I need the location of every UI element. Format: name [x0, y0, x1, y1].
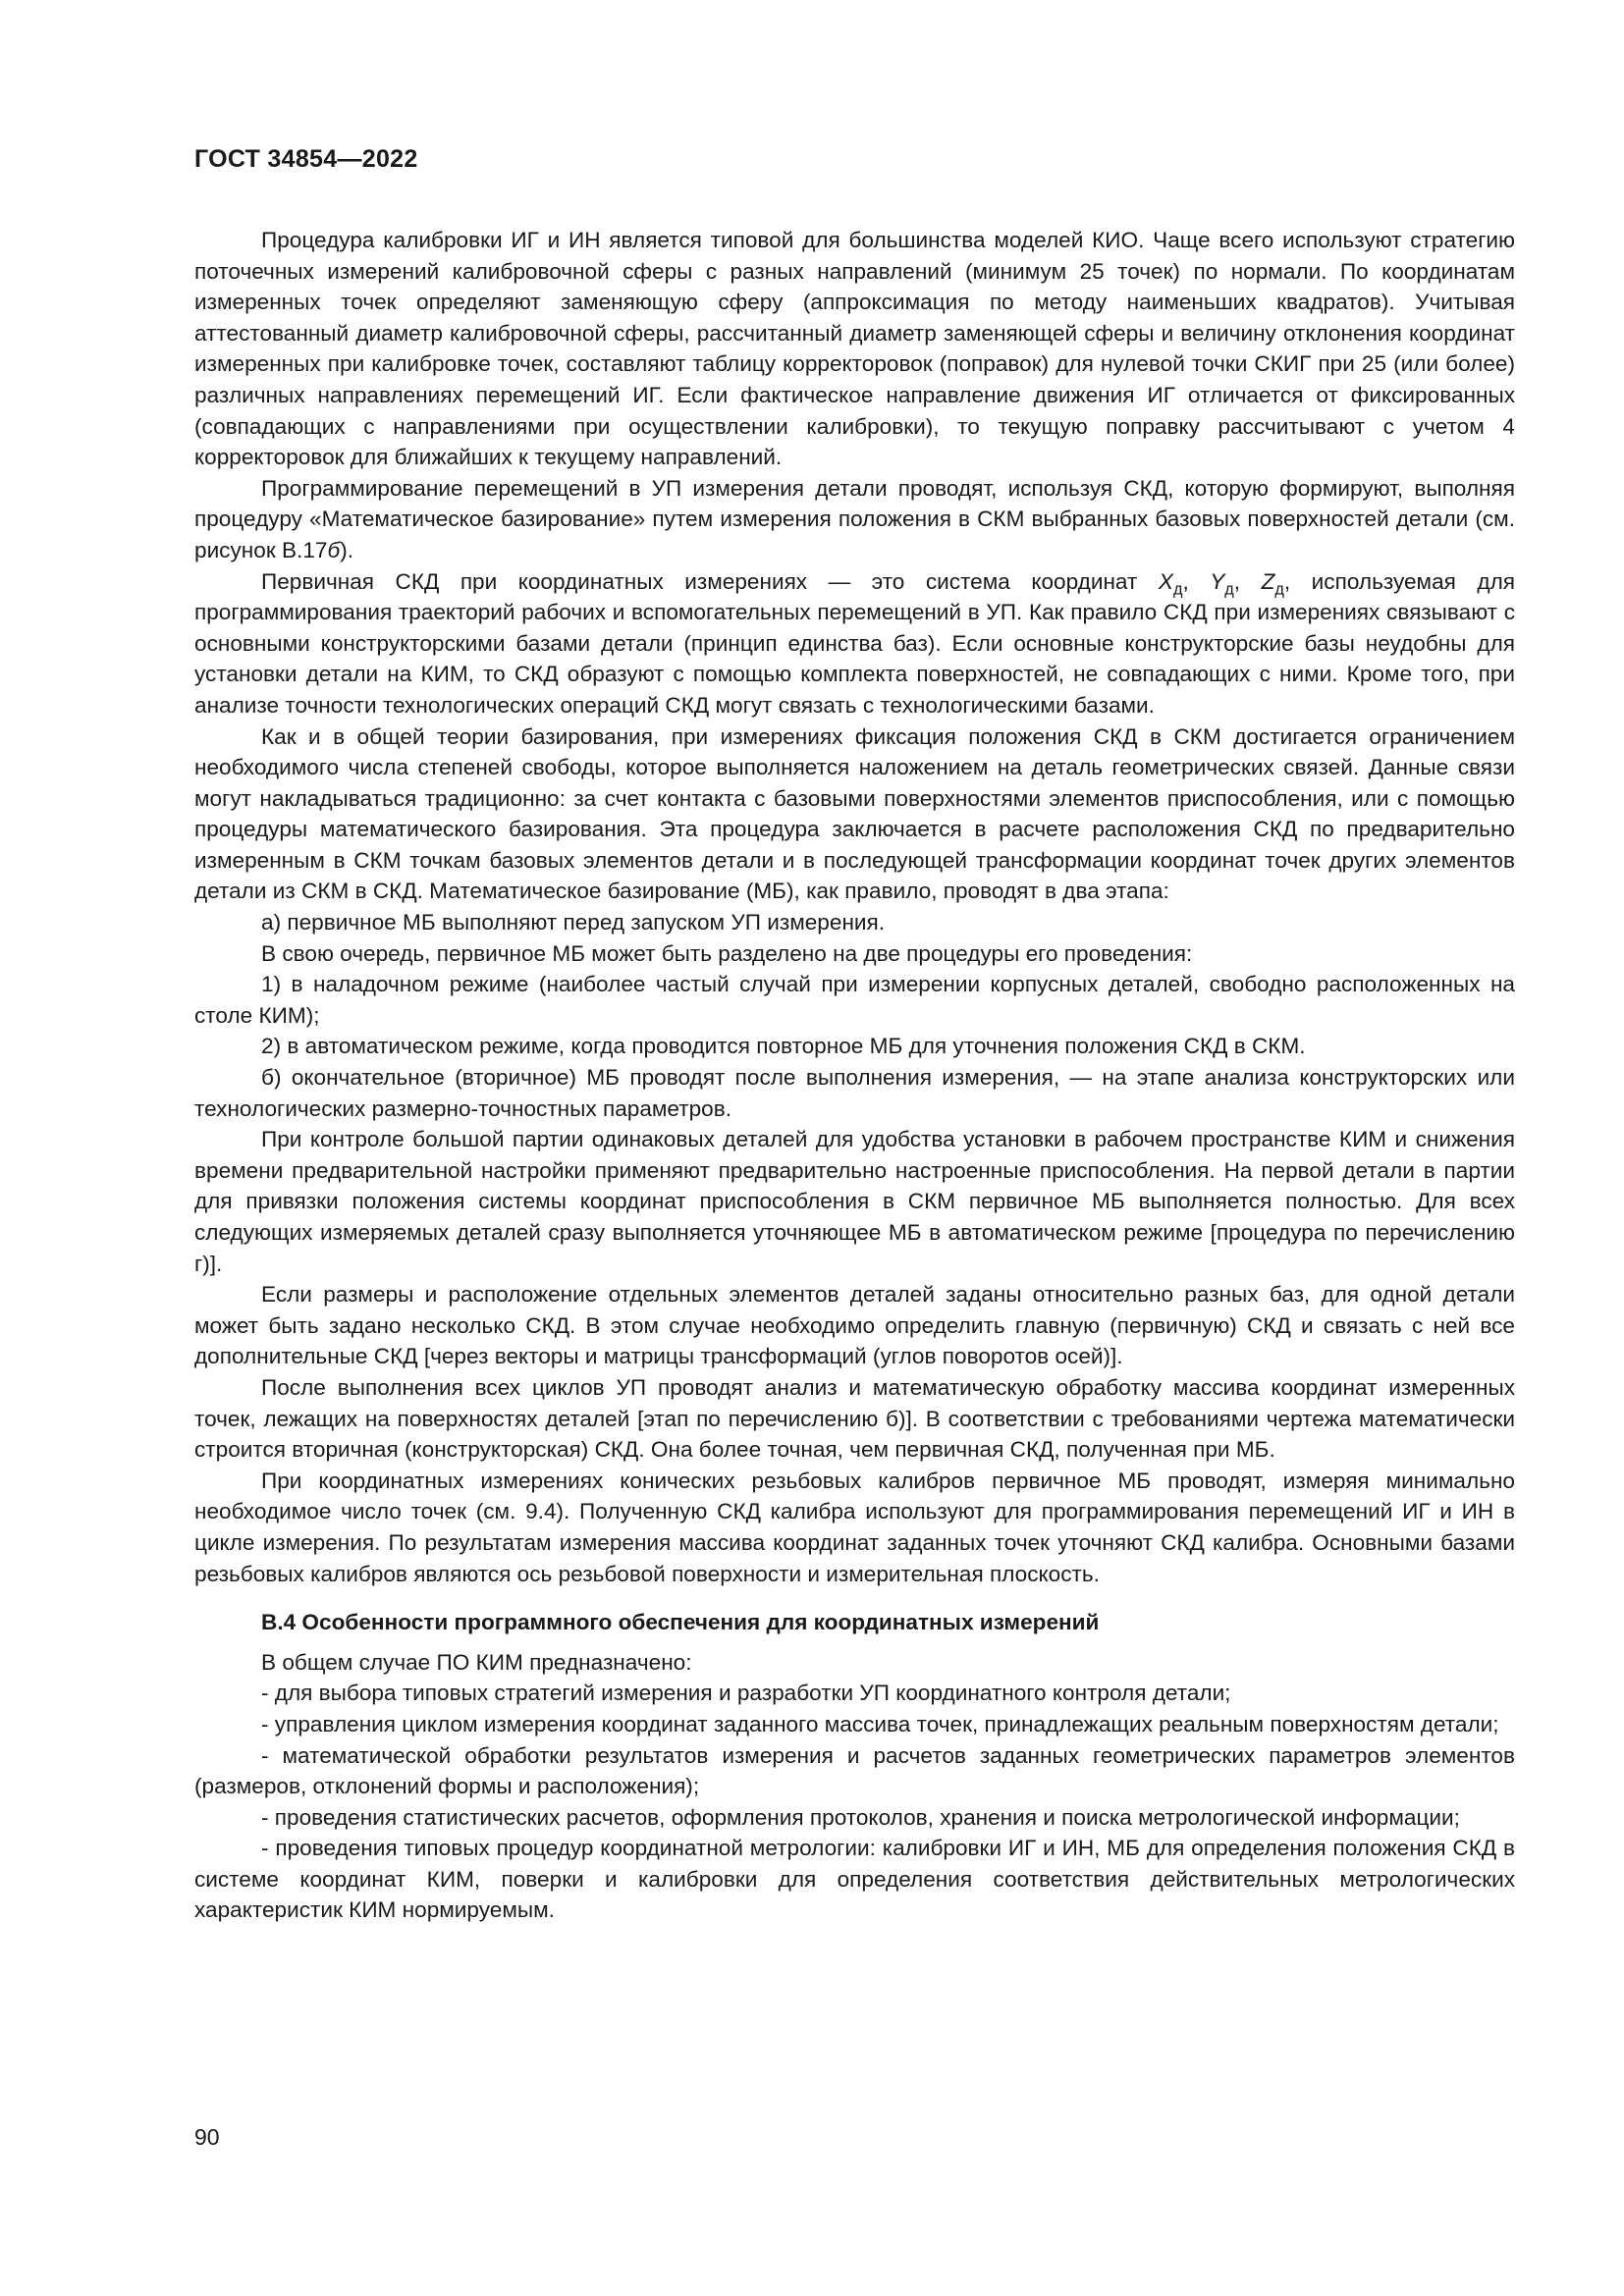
section-heading: В.4 Особенности программного обеспечения для координатных измерений — [261, 1610, 1100, 1635]
list-item: - математической обработки результатов измерения и расчетов заданных геометрических параметров элементов (размеров, отклонений формы и расположения); — [194, 1742, 1515, 1799]
list-item: - проведения статистических расчетов, оформления протоколов, хранения и поиска метрологической информации; — [261, 1804, 1460, 1830]
paragraph: После выполнения всех циклов УП проводят анализ и математическую обработку массива координат измеренных точек, лежащих на поверхностях деталей [этап по перечислению б)]. В соответствии с требованиями чертежа математически строится вторичная (конструкторская) СКД. Она более точная, чем первичная СКД, полученная при МБ. — [194, 1374, 1515, 1463]
list-item: 1) в наладочном режиме (наиболее частый случай при измерении корпусных деталей, свободно расположенных на столе КИМ); — [194, 972, 1515, 1028]
list-item: - управления циклом измерения координат заданного массива точек, принадлежащих реальным поверхностям детали; — [261, 1711, 1499, 1736]
document-body — [194, 225, 1515, 1926]
page-number: 90 — [194, 2124, 220, 2150]
list-item: 2) в автоматическом режиме, когда проводится повторное МБ для уточнения положения СКД в СКМ. — [261, 1034, 1306, 1059]
list-item: б) окончательное (вторичное) МБ проводят после выполнения измерения, — на этапе анализа конструкторских или технологических размерно-точностных параметров. — [194, 1065, 1515, 1121]
coordinate-subscript: д — [1172, 580, 1183, 599]
paragraph-text: , используемая для программирования траекторий рабочих и вспомогательных перемещений в УП. Как правило СКД при измерениях связывают с основными конструкторскими базами детали (принцип единства баз). Если основные конструкторские базы неудобны для установки детали на КИМ, то СКД образуют с помощью комплекта поверхностей, не совпадающих с ними. Кроме того, при анализе точности технологических операций СКД могут связать с технологическими базами. — [194, 568, 1515, 718]
paragraph-text: Первичная СКД при координатных измерениях — это система координат — [261, 568, 1159, 594]
paragraph: При координатных измерениях конических резьбовых калибров первичное МБ проводят, измеряя минимально необходимое число точек (см. 9.4). Полученную СКД калибра используют для программирования перемещений ИГ и ИН в цикле измерения. По результатам измерения массива координат заданных точек уточняют СКД калибра. Основными базами резьбовых калибров являются ось резьбовой поверхности и измерительная плоскость. — [194, 1468, 1515, 1586]
paragraph: В свою очередь, первичное МБ может быть разделено на две процедуры его проведения: — [261, 940, 1193, 966]
separator: , — [1233, 568, 1262, 594]
coordinate-y: Y — [1210, 568, 1225, 594]
coordinate-x: X — [1158, 568, 1173, 594]
paragraph: Как и в общей теории базирования, при измерениях фиксация положения СКД в СКМ достигается ограничением необходимого числа степеней свободы, которое выполняется наложением на деталь геометрических связей. Данные связи могут накладываться традиционно: за счет контакта с базовыми поверхностями элементов приспособления, или с помощью процедуры математического базирования. Эта процедура заключается в расчете расположения СКД по предварительно измеренным в СКМ точкам базовых элементов детали и в последующей трансформации координат точек других элементов детали из СКМ в СКД. Математическое базирование (МБ), как правило, проводят в два этапа: — [194, 723, 1515, 904]
paragraph: При контроле большой партии одинаковых деталей для удобства установки в рабочем пространстве КИМ и снижения времени предварительной настройки применяют предварительно настроенные приспособления. На первой детали в партии для привязки положения системы координат приспособления в СКМ первичное МБ выполняется полностью. Для всех следующих измеряемых деталей сразу выполняется уточняющее МБ в автоматическом режиме [процедура по перечислению г)]. — [194, 1127, 1515, 1276]
list-item: а) первичное МБ выполняют перед запуском УП измерения. — [261, 910, 886, 935]
paragraph-text: Программирование перемещений в УП измерения детали проводят, используя СКД, которую формируют, выполняя процедуру «Математическое базирование» путем измерения положения в СКМ выбранных базовых поверхностей детали (см. рисунок В.17 — [194, 475, 1515, 562]
paragraph: В общем случае ПО КИМ предназначено: — [261, 1649, 692, 1675]
document-header: ГОСТ 34854—2022 — [194, 145, 418, 173]
paragraph — [194, 473, 1515, 566]
coordinate-subscript: д — [1224, 580, 1234, 599]
coordinate-z: Z — [1261, 568, 1275, 594]
paragraph: Процедура калибровки ИГ и ИН является типовой для большинства моделей КИО. Чаще всего используют стратегию поточечных измерений калибровочной сферы с разных направлений (минимум 25 точек) по нормали. По координатам измеренных точек определяют заменяющую сферу (аппроксимация по методу наименьших квадратов). Учитывая аттестованный диаметр калибровочной сферы, рассчитанный диаметр заменяющей сферы и величину отклонения координат измеренных при калибровке точек, составляют таблицу корректоровок (поправок) для нулевой точки СКИГ при 25 (или более) различных направлениях перемещений ИГ. Если фактическое направление движения ИГ отличается от фиксированных (совпадающих с направлениями при осуществлении калибровки), то текущую поправку рассчитывают с учетом 4 корректоровок для ближайших к текущему направлений. — [194, 228, 1515, 470]
separator: , — [1182, 568, 1211, 594]
paragraph-text: ). — [340, 537, 353, 562]
paragraph: Если размеры и расположение отдельных элементов деталей заданы относительно разных баз, для одной детали может быть задано несколько СКД. В этом случае необходимо определить главную (первичную) СКД и связать с ней все дополнительные СКД [через векторы и матрицы трансформаций (углов поворотов осей)]. — [194, 1282, 1515, 1369]
figure-ref: б — [327, 537, 341, 562]
list-item: - проведения типовых процедур координатной метрологии: калибровки ИГ и ИН, МБ для определения положения СКД в системе координат КИМ, поверки и калибровки для определения соответствия действительных метрологических характеристик КИМ нормируемым. — [194, 1836, 1515, 1923]
paragraph — [194, 566, 1515, 721]
list-item: - для выбора типовых стратегий измерения и разработки УП координатного контроля детали; — [261, 1681, 1231, 1706]
coordinate-subscript: д — [1274, 580, 1284, 599]
